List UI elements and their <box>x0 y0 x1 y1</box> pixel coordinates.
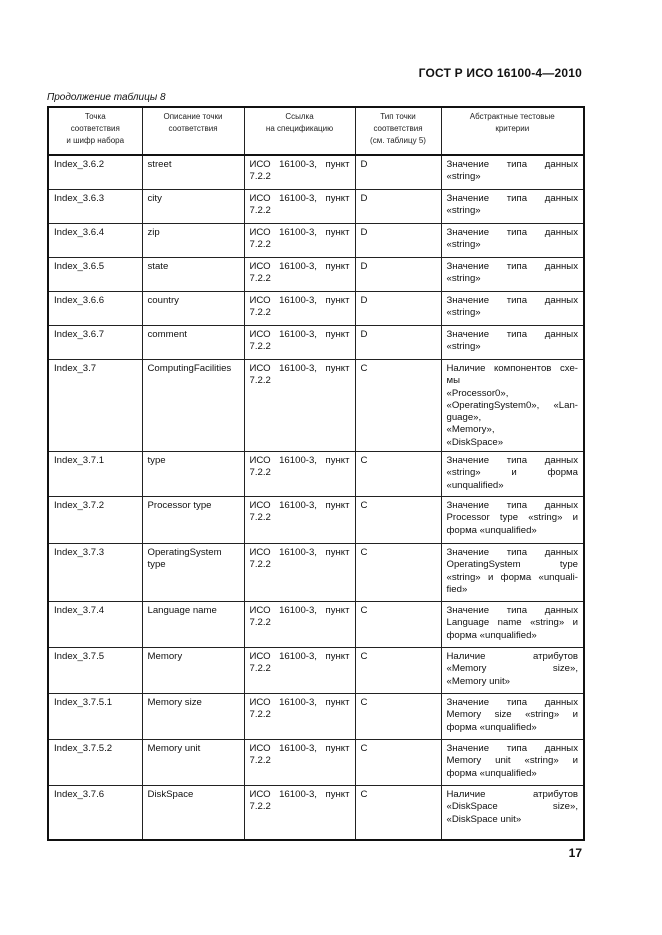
cell-text: C <box>360 743 368 754</box>
cell-test-criteria <box>441 452 584 497</box>
cell-point-type <box>355 258 441 292</box>
table-row <box>48 497 584 544</box>
cell-line: Значение типа данных <box>446 329 578 340</box>
table-row <box>48 258 584 292</box>
cell-line: форма «unqualified» <box>446 721 537 733</box>
cell-spec-reference <box>244 497 355 544</box>
table-row <box>48 648 584 694</box>
cell-line: «string» <box>446 307 481 319</box>
cell-point-type <box>355 155 441 190</box>
cell-text: D <box>360 159 368 170</box>
cell-line: 7.2.2 <box>249 239 271 251</box>
cell-line: Значение типа данных <box>446 261 578 272</box>
cell-line: type <box>147 559 166 571</box>
cell-spec-reference <box>244 740 355 786</box>
cell-line: «DiskSpace size», <box>446 801 578 813</box>
cell-line: 7.2.2 <box>249 617 271 629</box>
cell-spec-reference <box>244 786 355 841</box>
cell-test-criteria <box>441 602 584 648</box>
header-line: Описание точки <box>163 112 223 121</box>
cell-line: ComputingFacilities <box>147 363 232 374</box>
cell-spec-reference <box>244 602 355 648</box>
cell-line: guage», <box>446 412 482 424</box>
cell-line: ИСО 16100-3, пункт <box>249 500 350 511</box>
table-row <box>48 292 584 326</box>
cell-line: ИСО 16100-3, пункт <box>249 651 350 662</box>
table-row <box>48 452 584 497</box>
table-row <box>48 544 584 602</box>
cell-line: Наличие атрибутов <box>446 789 578 800</box>
cell-conformance-point <box>48 648 142 694</box>
cell-text: C <box>360 455 368 466</box>
header-point-type <box>355 107 441 155</box>
cell-test-criteria <box>441 360 584 452</box>
cell-conformance-point <box>48 360 142 452</box>
cell-conformance-point <box>48 190 142 224</box>
cell-text: C <box>360 605 368 616</box>
cell-conformance-point <box>48 452 142 497</box>
table-row <box>48 786 584 841</box>
cell-text: Index_3.6.4 <box>54 227 105 238</box>
cell-text: C <box>360 789 368 800</box>
cell-line: форма «unqualified» <box>446 629 537 641</box>
cell-line: «Processor0», <box>446 387 509 399</box>
cell-line: Memory <box>147 651 183 662</box>
cell-line: «string» <box>446 239 481 251</box>
header-test-criteria <box>441 107 584 155</box>
header-line: соответствия <box>168 124 218 133</box>
table-row <box>48 155 584 190</box>
cell-test-criteria <box>441 648 584 694</box>
cell-spec-reference <box>244 544 355 602</box>
cell-line: Language name «string» и <box>446 617 578 629</box>
cell-description <box>142 740 244 786</box>
cell-conformance-point <box>48 258 142 292</box>
cell-spec-reference <box>244 648 355 694</box>
cell-text: Index_3.7.5 <box>54 651 105 662</box>
header-line: (см. таблицу 5) <box>370 136 426 145</box>
cell-point-type <box>355 326 441 360</box>
cell-line: zip <box>147 227 160 238</box>
page-number: 17 <box>568 846 582 860</box>
cell-text: D <box>360 329 368 340</box>
cell-conformance-point <box>48 740 142 786</box>
cell-line: «string» <box>446 341 481 353</box>
cell-line: ИСО 16100-3, пункт <box>249 261 350 272</box>
cell-line: Значение типа данных <box>446 697 578 708</box>
cell-line: ИСО 16100-3, пункт <box>249 605 350 616</box>
cell-line: 7.2.2 <box>249 663 271 675</box>
cell-line: ИСО 16100-3, пункт <box>249 547 350 558</box>
cell-line: «Memory unit» <box>446 675 510 687</box>
cell-text: C <box>360 363 368 374</box>
cell-point-type <box>355 786 441 841</box>
cell-description <box>142 155 244 190</box>
cell-line: Processor type «string» и <box>446 512 578 524</box>
cell-point-type <box>355 190 441 224</box>
cell-description <box>142 694 244 740</box>
cell-line: 7.2.2 <box>249 512 271 524</box>
cell-conformance-point <box>48 786 142 841</box>
cell-line: 7.2.2 <box>249 307 271 319</box>
cell-line: ИСО 16100-3, пункт <box>249 159 350 170</box>
table-row <box>48 602 584 648</box>
cell-test-criteria <box>441 190 584 224</box>
cell-text: Index_3.6.7 <box>54 329 105 340</box>
cell-line: Значение типа данных <box>446 455 578 466</box>
cell-line: city <box>147 193 162 204</box>
cell-text: Index_3.7.3 <box>54 547 105 558</box>
cell-line: Значение типа данных <box>446 193 578 204</box>
cell-text: Index_3.7.5.2 <box>54 743 113 754</box>
cell-text: Index_3.7.5.1 <box>54 697 113 708</box>
cell-text: Index_3.6.6 <box>54 295 105 306</box>
cell-line: Значение типа данных <box>446 227 578 238</box>
table-row <box>48 326 584 360</box>
cell-line: Наличие атрибутов <box>446 651 578 662</box>
cell-text: Index_3.7.1 <box>54 455 105 466</box>
cell-point-type <box>355 497 441 544</box>
cell-line: 7.2.2 <box>249 205 271 217</box>
cell-line: Memory unit «string» и <box>446 755 578 767</box>
cell-line: ИСО 16100-3, пункт <box>249 363 350 374</box>
cell-spec-reference <box>244 452 355 497</box>
cell-line: Processor type <box>147 500 212 511</box>
cell-spec-reference <box>244 258 355 292</box>
document-standard-header: ГОСТ Р ИСО 16100-4—2010 <box>418 66 582 80</box>
table-row <box>48 694 584 740</box>
cell-test-criteria <box>441 786 584 841</box>
header-line: соответствия <box>373 124 423 133</box>
cell-point-type <box>355 740 441 786</box>
cell-conformance-point <box>48 326 142 360</box>
cell-line: Значение типа данных <box>446 743 578 754</box>
cell-conformance-point <box>48 694 142 740</box>
cell-line: ИСО 16100-3, пункт <box>249 295 350 306</box>
cell-text: Index_3.6.2 <box>54 159 105 170</box>
table-row <box>48 190 584 224</box>
cell-point-type <box>355 694 441 740</box>
cell-test-criteria <box>441 544 584 602</box>
cell-text: C <box>360 500 368 511</box>
cell-test-criteria <box>441 224 584 258</box>
header-line: на спецификацию <box>265 124 334 133</box>
cell-line: 7.2.2 <box>249 273 271 285</box>
cell-line: Наличие компонентов схе- <box>446 363 578 374</box>
cell-line: «Memory», <box>446 424 495 436</box>
cell-line: fied» <box>446 583 468 595</box>
cell-spec-reference <box>244 190 355 224</box>
cell-line: «Memory size», <box>446 663 578 675</box>
cell-line: форма «unqualified» <box>446 524 537 536</box>
cell-line: ИСО 16100-3, пункт <box>249 697 350 708</box>
table-header-row <box>48 107 584 155</box>
cell-line: ИСО 16100-3, пункт <box>249 193 350 204</box>
cell-text: Index_3.7 <box>54 363 97 374</box>
cell-point-type <box>355 544 441 602</box>
cell-line: state <box>147 261 169 272</box>
cell-spec-reference <box>244 694 355 740</box>
cell-description <box>142 786 244 841</box>
cell-spec-reference <box>244 326 355 360</box>
table-caption: Продолжение таблицы 8 <box>47 92 166 103</box>
cell-description <box>142 326 244 360</box>
header-line: Точка <box>84 112 106 121</box>
cell-line: «string» и форма <box>446 467 578 479</box>
header-line: и шифр набора <box>66 136 125 145</box>
cell-description <box>142 292 244 326</box>
cell-point-type <box>355 292 441 326</box>
cell-line: 7.2.2 <box>249 755 271 767</box>
cell-spec-reference <box>244 155 355 190</box>
header-line: критерии <box>495 124 530 133</box>
cell-test-criteria <box>441 497 584 544</box>
cell-text: D <box>360 261 368 272</box>
cell-test-criteria <box>441 292 584 326</box>
cell-line: мы <box>446 375 460 387</box>
cell-line: Memory size «string» и <box>446 709 578 721</box>
cell-line: Значение типа данных <box>446 295 578 306</box>
cell-text: C <box>360 697 368 708</box>
cell-line: 7.2.2 <box>249 375 271 387</box>
cell-line: Language name <box>147 605 217 616</box>
cell-line: ИСО 16100-3, пункт <box>249 227 350 238</box>
cell-conformance-point <box>48 224 142 258</box>
cell-line: 7.2.2 <box>249 559 271 571</box>
cell-line: comment <box>147 329 187 340</box>
header-description <box>142 107 244 155</box>
cell-line: OperatingSystem type <box>446 559 578 571</box>
cell-text: Index_3.6.5 <box>54 261 105 272</box>
cell-line: «string» <box>446 273 481 285</box>
cell-point-type <box>355 360 441 452</box>
header-line: Абстрактные тестовые <box>469 112 555 121</box>
cell-test-criteria <box>441 740 584 786</box>
cell-line: 7.2.2 <box>249 341 271 353</box>
cell-line: Значение типа данных <box>446 547 578 558</box>
cell-line: форма «unqualified» <box>446 767 537 779</box>
cell-description <box>142 190 244 224</box>
cell-spec-reference <box>244 360 355 452</box>
cell-text: Index_3.7.4 <box>54 605 105 616</box>
cell-conformance-point <box>48 292 142 326</box>
cell-line: «DiskSpace» <box>446 436 504 448</box>
cell-description <box>142 544 244 602</box>
cell-point-type <box>355 224 441 258</box>
cell-description <box>142 360 244 452</box>
cell-line: «DiskSpace unit» <box>446 813 522 825</box>
cell-test-criteria <box>441 155 584 190</box>
header-line: соответствия <box>70 124 120 133</box>
cell-conformance-point <box>48 602 142 648</box>
cell-line: «string» <box>446 205 481 217</box>
cell-description <box>142 602 244 648</box>
cell-line: «unqualified» <box>446 479 504 491</box>
cell-test-criteria <box>441 694 584 740</box>
cell-line: «string» <box>446 171 481 183</box>
header-conformance-point <box>48 107 142 155</box>
cell-description <box>142 648 244 694</box>
cell-test-criteria <box>441 258 584 292</box>
cell-text: C <box>360 547 368 558</box>
cell-line: «OperatingSystem0», «Lan- <box>446 399 578 411</box>
cell-line: ИСО 16100-3, пункт <box>249 455 350 466</box>
cell-line: Memory unit <box>147 743 201 754</box>
cell-text: C <box>360 651 368 662</box>
cell-description <box>142 258 244 292</box>
cell-line: DiskSpace <box>147 789 194 800</box>
header-line: Ссылка <box>285 112 314 121</box>
cell-point-type <box>355 648 441 694</box>
cell-line: ИСО 16100-3, пункт <box>249 789 350 800</box>
cell-line: street <box>147 159 172 170</box>
cell-line: «string» и форма «unquali- <box>446 571 578 583</box>
cell-line: 7.2.2 <box>249 801 271 813</box>
cell-conformance-point <box>48 544 142 602</box>
cell-text: D <box>360 295 368 306</box>
cell-point-type <box>355 452 441 497</box>
table-row <box>48 360 584 452</box>
cell-line: 7.2.2 <box>249 467 271 479</box>
header-line: Тип точки <box>380 112 416 121</box>
cell-line: OperatingSystem <box>147 547 222 558</box>
cell-line: 7.2.2 <box>249 709 271 721</box>
cell-description <box>142 224 244 258</box>
cell-spec-reference <box>244 224 355 258</box>
cell-line: Значение типа данных <box>446 500 578 511</box>
table-row <box>48 740 584 786</box>
cell-test-criteria <box>441 326 584 360</box>
cell-line: 7.2.2 <box>249 171 271 183</box>
cell-text: D <box>360 227 368 238</box>
cell-line: ИСО 16100-3, пункт <box>249 329 350 340</box>
cell-text: Index_3.7.6 <box>54 789 105 800</box>
cell-line: ИСО 16100-3, пункт <box>249 743 350 754</box>
cell-line: type <box>147 455 166 466</box>
cell-line: country <box>147 295 179 306</box>
cell-text: Index_3.7.2 <box>54 500 105 511</box>
cell-line: Значение типа данных <box>446 605 578 616</box>
cell-conformance-point <box>48 155 142 190</box>
conformance-table <box>47 106 585 841</box>
cell-text: D <box>360 193 368 204</box>
cell-point-type <box>355 602 441 648</box>
cell-line: Значение типа данных <box>446 159 578 170</box>
cell-description <box>142 452 244 497</box>
header-spec-reference <box>244 107 355 155</box>
cell-description <box>142 497 244 544</box>
cell-spec-reference <box>244 292 355 326</box>
cell-text: Index_3.6.3 <box>54 193 105 204</box>
table-row <box>48 224 584 258</box>
cell-conformance-point <box>48 497 142 544</box>
cell-line: Memory size <box>147 697 202 708</box>
